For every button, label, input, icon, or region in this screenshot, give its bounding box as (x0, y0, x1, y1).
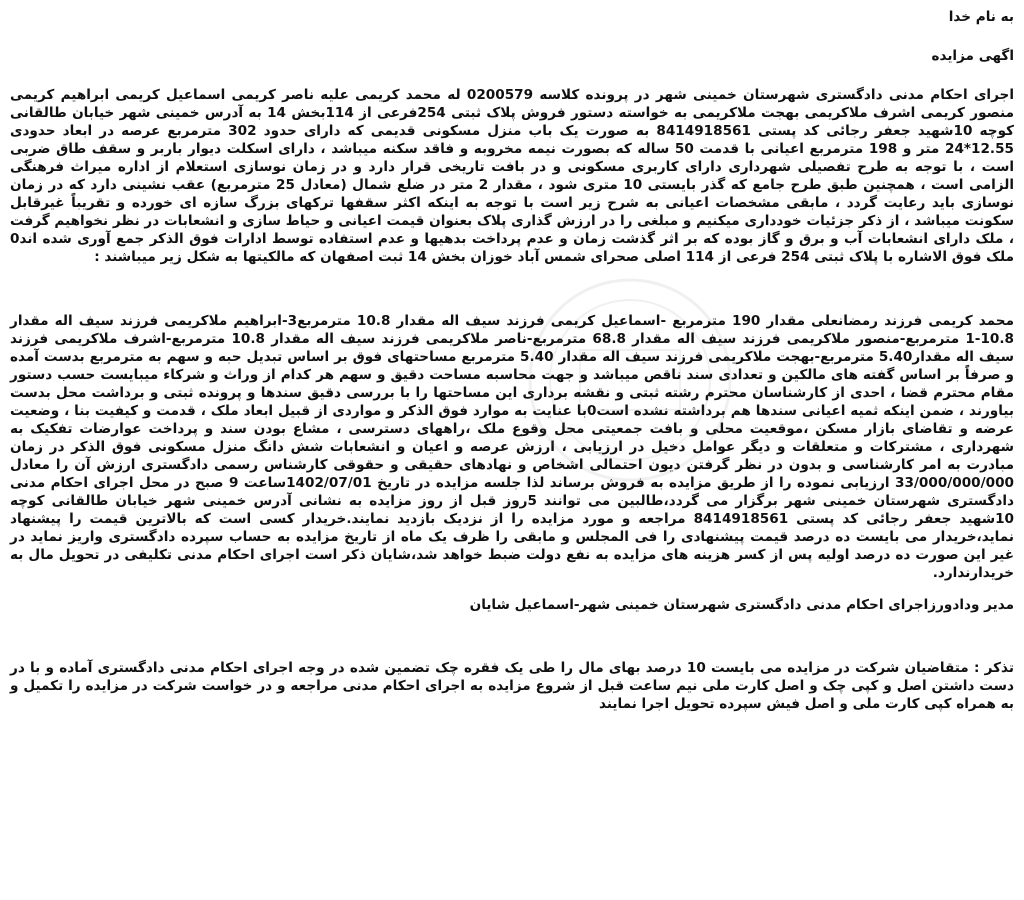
signature-line: مدیر ودادورزاجرای احکام مدنی دادگستری شهرستان خمینی شهر-اسماعیل شایان (469, 597, 1014, 613)
notice-title: اگهی مزایده (931, 48, 1014, 64)
participation-note: تذکر : متقاضیان شرکت در مزایده می بایست 10 درصد بهای مال را طی یک فقره چک تضمین شده در وجه اجرای احکام مدنی دادگستری آماده و با در دست داشتن اصل و کپی چک و اصل کارت ملی نیم ساعت قبل از شروع مزایده به اجرای احکام مدنی مراجعه و در خواست شرکت در مزایده را تکمیل و به همراه کپی کارت ملی و اصل فیش سپرده تحویل اجرا نمایند (10, 660, 1014, 712)
opening-line: به نام خدا (948, 9, 1014, 25)
case-description-paragraph: اجرای احکام مدنی دادگستری شهرستان خمینی شهر در پرونده کلاسه 0200579 له محمد کریمی علیه ناصر کریمی اسماعیل کریمی ابراهیم کریمی منصور کریمی اشرف ملاکریمی بهجت ملاکریمی به خواسته دستور فروش پلاک ثبتی 254فرعی از 114بخش 14 به آدرس خمینی شهر خیابان طالقانی کوچه 10شهید جعفر رجائی کد پستی 8414918561 به صورت یک باب منزل مسکونی قدیمی که دارای حدود 302 مترمربع عرصه در ابعاد حدودی 12.55*24 متر و 198 مترمربع اعیانی با قدمت 50 ساله که بصورت نیمه مخروبه و فاقد سکنه میباشد ، دارای اسکلت دیوار باربر و سقف طاق ضربی است ، با توجه به طرح تفصیلی شهرداری دارای کاربری مسکونی و در بافت تاریخی قرار دارد و در زمان نوسازی استعلام از اداره میراث فرهنگی الزامی است ، همچنین طبق طرح جامع که گذر بایستی 10 متری شود ، مقدار 2 متر در ضلع شمال (معادل 25 مترمربع) عقب نشینی دارد که در زمان نوسازی باید رعایت گردد ، مابقی مشخصات اعیانی به شرح زیر است با توجه به اینکه اکثر سقفها ترکهای بزرگ سازه ای خورده و تقریباً غیرقابل سکونت میباشد ، از ذکر جزئیات خودداری میکنیم و مبلغی را در ارزش گذاری پلاک بعنوان قیمت اعیانی و حیاط سازی و انشعابات در نظر نخواهیم گرفت ، ملک دارای انشعابات آب و برق و گاز بوده که بر اثر گذشت زمان و عدم پرداخت بدهیها و عدم استفاده توسط ادارات فوق الذکر جمع آوری شده اند0 ملک فوق الاشاره با پلاک ثبتی 254 فرعی از 114 اصلی صحرای شمس آباد خوزان بخش 14 ثبت اصفهان که مالکیتها به شکل زیر میباشند : (10, 87, 1015, 265)
ownership-and-auction-paragraph: محمد کریمی فرزند رمضانعلی مقدار 190 مترمربع -اسماعیل کریمی فرزند سیف اله مقدار 10.8 مترمربع3-ابراهیم ملاکریمی فرزند سیف اله مقدار 10.8-1 مترمربع-منصور ملاکریمی فرزند سیف اله مقدار 68.8 مترمربع-ناصر ملاکریمی فرزند سیف اله مقدار 10.8 مترمربع-اشرف ملاکریمی فرزند سیف اله مقدار5.40 مترمربع-بهجت ملاکریمی فرزند سیف اله مقدار 5.40 مترمربع مساحتهای فوق بر اساس تبدیل حبه و سهم به مترمربع بدست آمده و صرفاً بر اساس گفته های مالکین و تعدادی سند ناقص میباشد و جهت محاسبه مساحت دقیق و سهم هر کدام از وراث و شرکاء میبایست حسب دستور مقام محترم قضا ، احدی از کارشناسان محترم رشته ثبتی و نقشه برداری این مساحتها را با بررسی دقیق سندها و پرونده ثبتی و برداشت محل بدست بیاورند ، ضمن اینکه ثمیه اعیانی سندها هم برداشته نشده است0با عنایت به موارد فوق الذکر و مواردی از قبیل ابعاد ملک ، قدمت و کیفیت بنا ، وضعیت عرضه و تقاضای بازار مسکن ،موقعیت محلی و بافت جمعیتی محل وقوع ملک ،راههای دسترسی ، مشاع بودن سند و پرداخت عوارضات تفکیک به شهرداری ، مشترکات و متعلقات و دیگر عوامل دخیل در ارزیابی ، ارزش عرصه و اعیان و انشعابات شش دانگ منزل مسکونی فوق الذکر در زمان مبادرت به امر کارشناسی و بدون در نظر گرفتن دیون احتمالی اشخاص و نهادهای حقیقی و حقوقی کارشناس رسمی دادگستری ارزش آن را معادل 33/000/000/000 ارزیابی نموده را از طریق مزایده به فروش برساند لذا جلسه مزایده در تاریخ 1402/07/01ساعت 9 صبح در محل اجرای احکام مدنی دادگستری شهرستان خمینی شهر برگزار می گردد،طالبین می توانند 5روز قبل از روز مزایده به نشانی آدرس خمینی شهر خیابان طالقانی کوچه 10شهید جعفر رجائی کد پستی 8414918561 مراجعه و مورد مزایده را از نزدیک بازدید نمایند.خریدار کسی است که بالاترین قیمت را پیشنهاد نماید،خریدار می بایست ده درصد قیمت پیشنهادی را فی المجلس و مابقی را ظرف یک ماه از تاریخ مزایده به حساب سپرده دادگستری واریز نماید در غیر این صورت ده درصد اولیه پس از کسر هزینه های مزایده به نفع دولت ضبط خواهد شد،شایان ذکر است اجرای احکام مدنی تکلیفی در تحویل مال به خریدارندارد. (10, 313, 1015, 581)
